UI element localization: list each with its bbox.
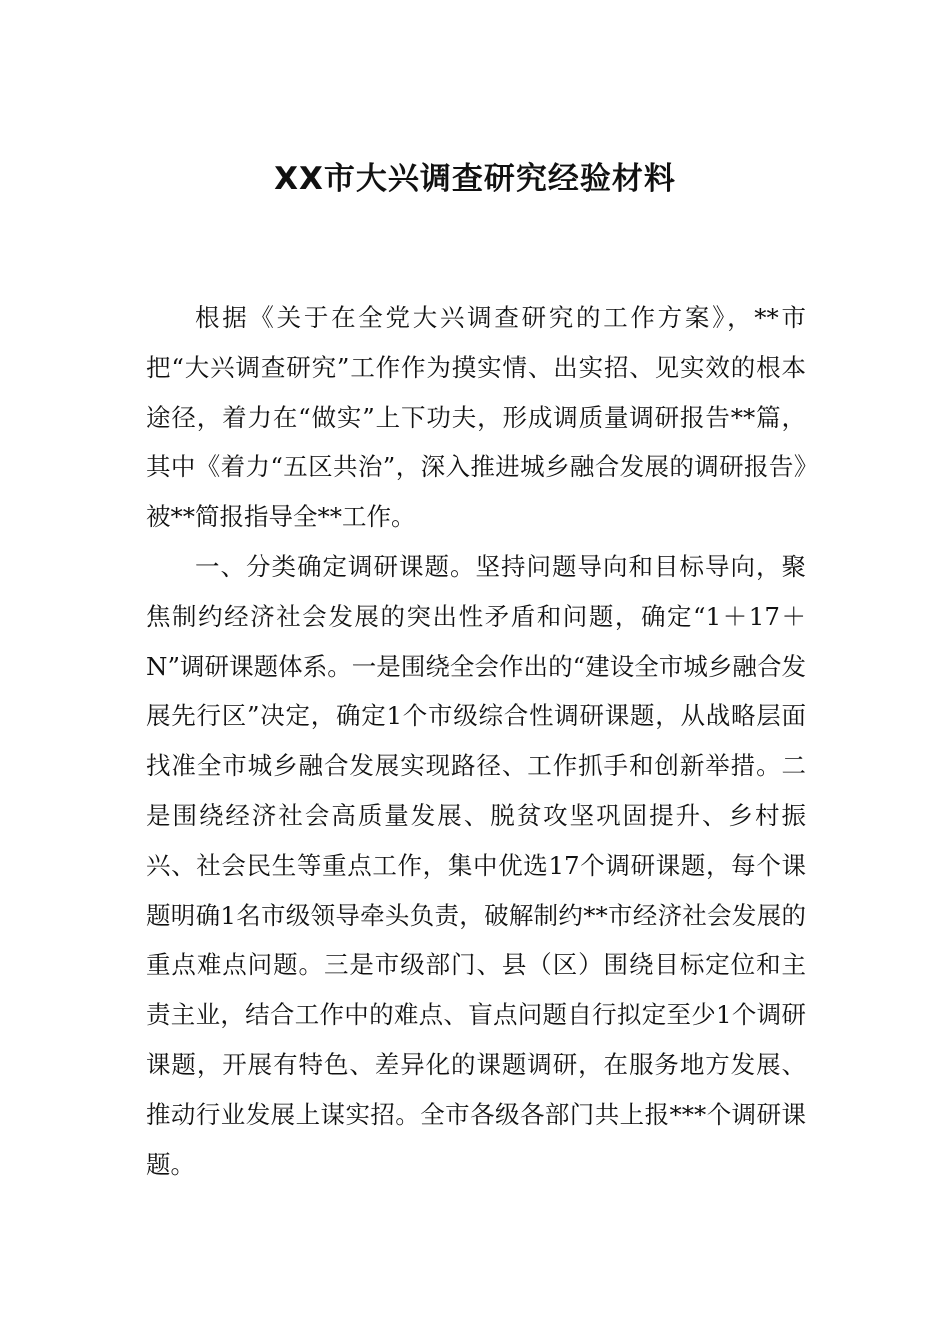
document-title: XX市大兴调查研究经验材料 xyxy=(274,161,676,197)
document-body xyxy=(146,293,806,1189)
paragraph-section-one: 一、分类确定调研课题。坚持问题导向和目标导向，聚焦制约经济社会发展的突出性矛盾和问题，确定“1＋17＋N”调研课题体系。一是围绕全会作出的“建设全市城乡融合发展先行区”决定，确定1个市级综合性调研课题，从战略层面找准全市城乡融合发展实现路径、工作抓手和创新举措。二是围绕经济社会高质量发展、脱贫攻坚巩固提升、乡村振兴、社会民生等重点工作，集中优选17个调研课题，每个课题明确1名市级领导牵头负责，破解制约**市经济社会发展的重点难点问题。三是市级部门、县（区）围绕目标定位和主责主业，结合工作中的难点、盲点问题自行拟定至少1个调研课题，开展有特色、差异化的课题调研，在服务地方发展、推动行业发展上谋实招。全市各级各部门共上报***个调研课题。 xyxy=(146,551,806,1179)
paragraph-intro: 根据《关于在全党大兴调查研究的工作方案》，**市把“大兴调查研究”工作作为摸实情、出实招、见实效的根本途径，着力在“做实”上下功夫，形成调质量调研报告**篇，其中《着力“五区共治”，深入推进城乡融合发展的调研报告》被**简报指导全**工作。 xyxy=(146,303,806,532)
